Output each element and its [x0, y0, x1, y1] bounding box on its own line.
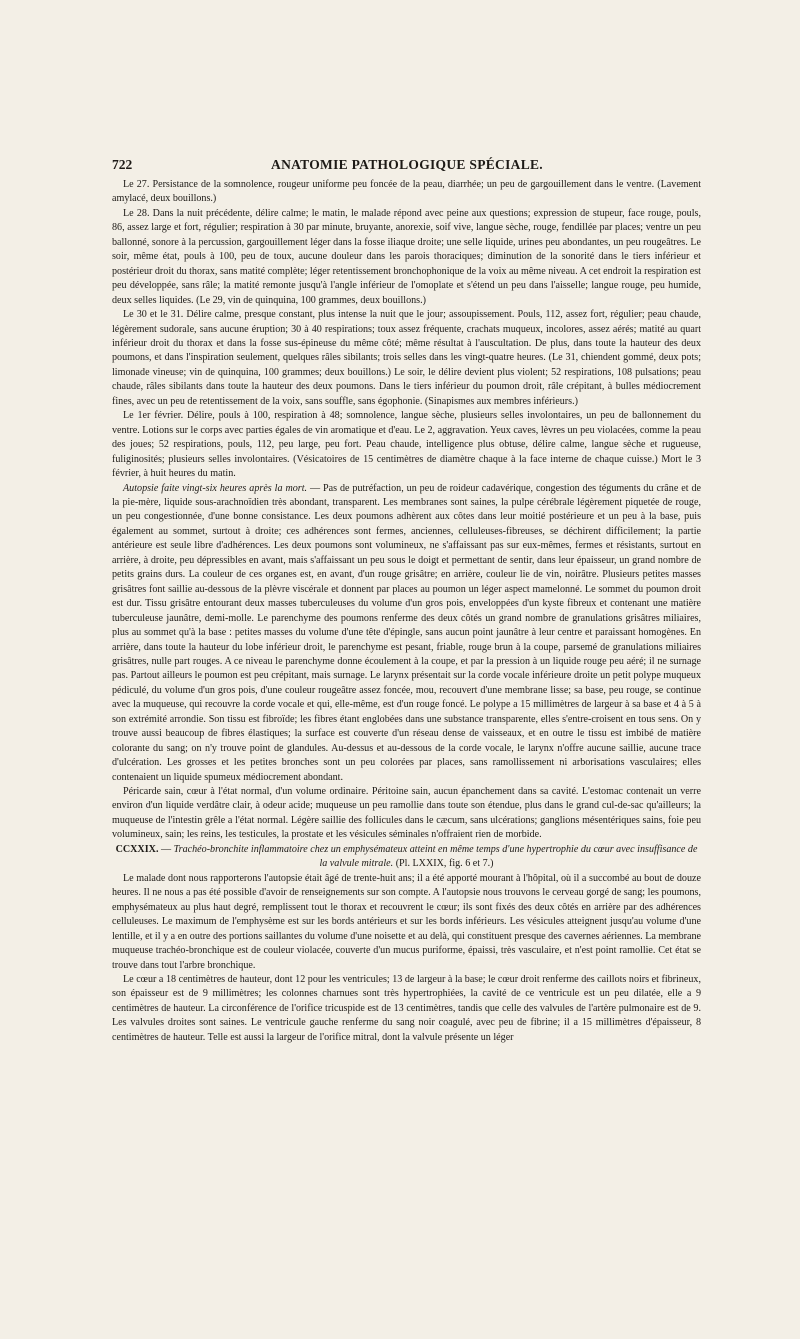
paragraph: Le malade dont nous rapporterons l'autopsie était âgé de trente-huit ans; il a été apporté mourant à l'hôpital, où il a succombé au bout de douze heures. Il ne nous a pas été possible d'avoir de renseignements sur son compte. A l'autopsie nous trouvons le cerveau gorgé de sang; les poumons, emphysémateux au plus haut degré, remplissent tout le thorax et recouvrent le cœur; ils sont fixés des deux côtés en arrière par des adhérences celluleuses. Le maximum de l'emphysème est sur les bords antérieurs et sur les bords inférieurs. Les vésicules atteignent jusqu'au volume d'une lentille, et il y a en outre des portions saillantes du volume d'une noisette et au delà, qui constituent presque des cavernes aériennes. La membrane muqueuse trachéo-bronchique est de couleur violacée, couverte d'un mucus puriforme, épaissi, très vasculaire, et n'est point ramollie. Cet état se trouve dans tout l'arbre bronchique.: [112, 872, 701, 971]
autopsy-text: — Pas de putréfaction, un peu de roideur cadavérique, congestion des téguments du crâne et de la pie-mère, liquide sous-arachnoïdien très abondant, transparent. Les membranes sont saines, la pulpe cérébrale légèrement piquetée de rouge, un peu congestionnée, d'une bonne consistance. Les deux poumons adhèrent aux côtes dans leur moitié postérieure et un peu à la base, puis également au sommet, surtout à droite; ces adhérences sont fermes, anciennes, celluleuses-fibreuses, se déchirent difficilement; la partie antérieure est seule libre d'adhérences. Les deux poumons sont volumineux, ne s'affaissant pas sur eux-mêmes, fermes et résistants, surtout en arrière, à droite, peu dépressibles en avant, mais s'affaissant un peu sous le doigt et permettant de sentir, dans leur épaisseur, un grand nombre de petits grains durs. La couleur de ces organes est, en avant, d'un rouge grisâtre; en arrière, couleur lie de vin, noirâtre. Plusieurs petites masses grisâtres font saillie au-dessous de la plèvre viscérale et donnent par places au poumon un léger aspect mamelonné. Le sommet du poumon droit est dur. Tissu grisâtre entourant deux masses tuberculeuses du volume d'un gros pois, enveloppées d'un kyste fibreux et contenant une matière tuberculeuse jaunâtre, demi-molle. Le parenchyme des poumons renferme des deux côtés un grand nombre de granulations grisâtres miliaires, plus au sommet qu'à la base : petites masses du volume d'une tête d'épingle, sans aucun point jaunâtre à leur centre et paraissant homogènes. En arrière, dans toute la hauteur du lobe inférieur droit, le parenchyme est pesant, friable, rouge brun à la coupe, parsemé de granulations miliaires grisâtres, nulle part rouges. A ce niveau le parenchyme donne écoulement à la coupe, et par la pression à un liquide rouge peu aéré; il ne surnage pas. Partout ailleurs le poumon est peu crépitant, mais surnage. Le larynx présentait sur la corde vocale inférieure droite un petit polype muqueux pédiculé, du volume d'un gros pois, d'une couleur rougeâtre assez foncée, mou, recouvert d'une membrane lisse; sa base, peu rouge, se continue avec la muqueuse, qui recouvre la corde vocale et qui, elle-même, est d'un rouge foncé. Le polype a 15 millimètres de largeur à sa base et 4 à 5 à son extrémité arrondie. Son tissu est fibroïde; les fibres étant englobées dans une substance transparente, elles s'entre-croisent en tous sens. On y trouve aussi beaucoup de fibres élastiques; la surface est couverte d'un réseau dense de vaisseaux, et en outre le tissu est imbibé de matière colorante du sang; on n'y trouve point de glandules. Au-dessus et au-dessous de la corde vocale, le larynx n'offre aucune saillie, aucune trace d'ulcération. Les grosses et les petites bronches sont un peu colorées par places, sans ramollissement ni arborisations vasculaires; elles contenaient un liquide spumeux médiocrement abondant.: [112, 482, 701, 783]
autopsy-paragraph: [112, 482, 701, 786]
page-header: [112, 157, 702, 177]
paragraph: Péricarde sain, cœur à l'état normal, d'un volume ordinaire. Péritoine sain, aucun épanchement dans sa cavité. L'estomac contenait un verre environ d'un liquide verdâtre clair, à odeur acide; muqueuse un peu ramollie dans toute son étendue, plus dans le grand cul-de-sac qu'ailleurs; la muqueuse de l'intestin grêle a l'état normal. Légère saillie des follicules dans le cæcum, sans ulcérations; ganglions mésentériques sains, foie peu volumineux, sain; les reins, les testicules, la prostate et les vésicules séminales n'offraient rien de morbide.: [112, 786, 701, 841]
case-dash: —: [158, 843, 174, 855]
paragraph: Le 27. Persistance de la somnolence, rougeur uniforme peu foncée de la peau, diarrhée; un peu de gargouillement dans le ventre. (Lavement amylacé, deux bouillons.): [112, 179, 701, 205]
paragraph: Le 28. Dans la nuit précédente, délire calme; le matin, le malade répond avec peine aux questions; expression de stupeur, face rouge, pouls, 86, assez large et fort, régulier; respiration à 30 par minute, bruyante, anorexie, soif vive, langue sèche, rouge, fendillée par places; ventre un peu ballonné, sonore à la percussion, gargouillement léger dans la fosse iliaque droite; une selle liquide, urines peu abondantes, un peu rougeâtres. Le soir, même état, pouls à 100, peu de toux, aucune douleur dans les parois thoraciques; diminution de la sonorité dans le tiers inférieur et postérieur droit du thorax, sans matité complète; léger retentissement bronchophonique de la voix au même niveau. A cet endroit la respiration est peu développée, sans râle; la matité remonte jusqu'à l'angle inférieur de l'omoplate et s'étend un peu dans l'aisselle; langue rouge, peu humide, deux selles liquides. (Le 29, vin de quinquina, 100 grammes, deux bouillons.): [112, 207, 701, 306]
page-number: 722: [112, 157, 133, 172]
body-text: [112, 178, 701, 1045]
case-title: Trachéo-bronchite inflammatoire chez un emphysémateux atteint en même temps d'une hypertrophie du cœur avec insuffisance de la valvule mitrale.: [173, 843, 698, 870]
paragraph: Le cœur a 18 centimètres de hauteur, dont 12 pour les ventricules; 13 de largeur à la base; le cœur droit renferme des caillots noirs et fibrineux, son épaisseur est de 9 millimètres; les colonnes charnues sont très hypertrophiées, la cavité de ce ventricule est un peu dilatée, elle a 9 centimètres de hauteur. La circonférence de l'orifice tricuspide est de 13 centimètres, tandis que celle des valvules de l'artère pulmonaire est de 9. Les valvules droites sont saines. Le ventricule gauche renferme du sang noir coagulé, avec peu de fibrine; il a 15 millimètres d'épaisseur, 8 centimètres de hauteur. Telle est aussi la largeur de l'orifice mitral, dont la valvule présente un léger: [112, 974, 701, 1043]
case-plate-ref: (Pl. LXXIX, fig. 6 et 7.): [393, 858, 494, 870]
autopsy-label: Autopsie faite vingt-six heures après la mort.: [123, 482, 308, 494]
running-title: ANATOMIE PATHOLOGIQUE SPÉCIALE.: [271, 157, 543, 172]
case-heading: [112, 843, 701, 872]
case-number: CCXXIX.: [115, 843, 159, 855]
paragraph: Le 30 et le 31. Délire calme, presque constant, plus intense la nuit que le jour; assoupissement. Pouls, 112, assez fort, régulier; peau chaude, légèrement sudorale, sans aucune éruption; 30 à 40 respirations; toux assez fréquente, crachats muqueux, incolores, assez aérés; matité au quart inférieur droit du thorax et dans la fosse sus-épineuse du même côté; même résultat à l'auscultation. De plus, dans toute la hauteur des deux poumons, et dans l'inspiration seulement, quelques râles sibilants; trois selles dans les vingt-quatre heures. (Le 31, chiendent gommé, deux pots; limonade vineuse; vin de quinquina, 100 grammes; deux bouillons.) Le soir, le délire devient plus violent; 52 respirations, 108 pulsations; peau chaude, râles sibilants dans toute la hauteur des deux poumons. Dans le tiers inférieur du poumon droit, râle crépitant, à bulles médiocrement fines, avec un peu de retentissement de la voix, sans souffle, sans égophonie. (Sinapismes aux membres inférieurs.): [112, 309, 701, 407]
paragraph: Le 1er février. Délire, pouls à 100, respiration à 48; somnolence, langue sèche, plusieurs selles involontaires, un peu de ballonnement du ventre. Lotions sur le corps avec parties égales de vin aromatique et d'eau. Le 2, aggravation. Yeux caves, lèvres un peu violacées, comme la peau des joues; 52 respirations, pouls, 112, peu large, peu fort. Peau chaude, intelligence plus obtuse, délire calme, langue sèche et rugueuse, fuliginosités; plusieurs selles involontaires. (Vésicatoires de 15 centimètres de diamètre chaque à la face interne de chaque cuisse.) Mort le 3 février, à huit heures du matin.: [112, 410, 701, 480]
